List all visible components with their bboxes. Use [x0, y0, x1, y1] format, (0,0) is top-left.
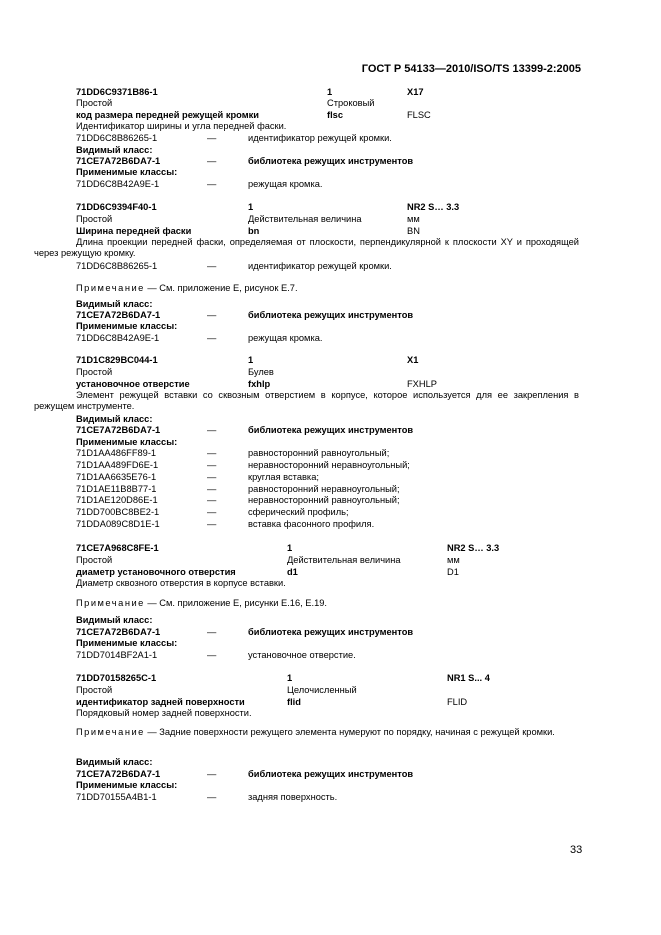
note-text: — См. приложение Е, рисунок Е.7. — [144, 283, 298, 293]
entry-name: установочное отверстие — [76, 379, 190, 389]
applicable-class-desc: неравносторонний неравноугольный; — [248, 460, 410, 470]
entry-multiplicity: 1 — [327, 87, 333, 97]
entry-name: код размера передней режущей кромки — [76, 110, 259, 120]
entry-id: 71D1C829BC044-1 — [76, 355, 158, 365]
note — [76, 283, 298, 294]
entry-multiplicity: 1 — [248, 202, 254, 212]
applicable-classes-label: Применимые классы: — [76, 321, 178, 331]
entry-datatype: Строковый — [327, 98, 375, 108]
visible-class-id: 71CE7A72B6DA7-1 — [76, 627, 161, 637]
entry-format: NR2 S… 3.3 — [447, 543, 500, 553]
entry-description: Порядковый номер задней поверхности. — [76, 708, 252, 718]
note — [34, 727, 579, 738]
entry-format: NR2 S… 3.3 — [407, 202, 460, 212]
entry-datatype: Действительная величина — [248, 214, 362, 224]
visible-class-id: 71CE7A72B6DA7-1 — [76, 425, 161, 435]
entry-description: Элемент режущей вставки со сквозным отверстием в корпусе, которое используется для ее закрепления в режущем инструменте. — [34, 390, 579, 411]
visible-class-label: Видимый класс: — [76, 757, 153, 767]
applicable-class-id: 71DD700BC8BE2-1 — [76, 507, 160, 517]
entry-datatype: Целочисленный — [287, 685, 357, 695]
note — [76, 598, 327, 609]
dash: — — [207, 484, 217, 494]
ref-desc: идентификатор режущей кромки. — [248, 261, 392, 271]
applicable-class-id: 71DD6C8B42A9E-1 — [76, 179, 160, 189]
entry-datatype: Булев — [248, 367, 274, 377]
entry-id: 71DD6C9371B86-1 — [76, 87, 158, 97]
visible-class-desc: библиотека режущих инструментов — [248, 310, 414, 320]
visible-class-desc: библиотека режущих инструментов — [248, 425, 414, 435]
note-text: — Задние поверхности режущего элемента нумеруют по порядку, начиная с режущей кромки. — [144, 727, 555, 737]
dash: — — [207, 261, 217, 271]
entry-unit: мм — [407, 214, 420, 224]
dash: — — [207, 310, 217, 320]
entry-id: 71DD70158265C-1 — [76, 673, 157, 683]
entry-symbol: flid — [287, 697, 301, 707]
page-number: 33 — [570, 844, 583, 856]
entry-symbol: flsc — [327, 110, 344, 120]
visible-class-desc: библиотека режущих инструментов — [248, 156, 414, 166]
visible-class-label: Видимый класс: — [76, 299, 153, 309]
entry-symbol: fxhlp — [248, 379, 271, 389]
entry-type: Простой — [76, 685, 113, 695]
dash: — — [207, 156, 217, 166]
ref-id: 71DD6C8B86265-1 — [76, 261, 158, 271]
note-label: Примечание — [76, 283, 145, 293]
entry-name: идентификатор задней поверхности — [76, 697, 245, 707]
applicable-class-desc: режущая кромка. — [248, 179, 323, 189]
applicable-classes-label: Применимые классы: — [76, 437, 178, 447]
applicable-class-id: 71D1AE11B8B77-1 — [76, 484, 157, 494]
entry-type: Простой — [76, 555, 113, 565]
entry-description: Длина проекции передней фаски, определяемая от плоскости, перпендикулярной к плоскости XY и проходящей через режущую кромку. — [34, 237, 579, 258]
entry-symbol: d1 — [287, 567, 298, 577]
applicable-class-id: 71D1AA486FF89-1 — [76, 448, 157, 458]
applicable-class-desc: равносторонний неравноугольный; — [248, 484, 400, 494]
entry-id: 71CE7A968C8FE-1 — [76, 543, 159, 553]
visible-class-label: Видимый класс: — [76, 615, 153, 625]
applicable-class-desc: установочное отверстие. — [248, 650, 356, 660]
applicable-class-id: 71DD6C8B42A9E-1 — [76, 333, 160, 343]
visible-class-label: Видимый класс: — [76, 145, 153, 155]
applicable-class-desc: равносторонний равноугольный; — [248, 448, 390, 458]
dash: — — [207, 519, 217, 529]
visible-class-desc: библиотека режущих инструментов — [248, 627, 414, 637]
applicable-class-id: 71D1AA6635E76-1 — [76, 472, 157, 482]
entry-name: Ширина передней фаски — [76, 226, 192, 236]
dash: — — [207, 448, 217, 458]
entry-type: Простой — [76, 367, 113, 377]
applicable-classes-label: Применимые классы: — [76, 780, 178, 790]
visible-class-id: 71CE7A72B6DA7-1 — [76, 310, 161, 320]
entry-multiplicity: 1 — [287, 673, 293, 683]
dash: — — [207, 333, 217, 343]
applicable-class-desc: сферический профиль; — [248, 507, 349, 517]
dash: — — [207, 179, 217, 189]
note-label: Примечание — [76, 598, 145, 608]
entry-description: Идентификатор ширины и угла передней фаски. — [76, 121, 287, 131]
entry-description: Диаметр сквозного отверстия в корпусе вставки. — [76, 578, 286, 588]
dash: — — [207, 792, 217, 802]
document-header: ГОСТ Р 54133—2010/ISO/TS 13399-2:2005 — [361, 63, 581, 75]
visible-class-label: Видимый класс: — [76, 414, 153, 424]
entry-type: Простой — [76, 214, 113, 224]
entry-format: NR1 S... 4 — [447, 673, 490, 683]
applicable-class-id: 71D1AE120D86E-1 — [76, 495, 158, 505]
applicable-class-id: 71D1AA489FD6E-1 — [76, 460, 159, 470]
visible-class-desc: библиотека режущих инструментов — [248, 769, 414, 779]
applicable-classes-label: Применимые классы: — [76, 167, 178, 177]
visible-class-id: 71CE7A72B6DA7-1 — [76, 769, 161, 779]
applicable-class-desc: неравносторонний равноугольный; — [248, 495, 400, 505]
dash: — — [207, 627, 217, 637]
note-label: Примечание — [76, 727, 145, 737]
entry-multiplicity: 1 — [248, 355, 254, 365]
dash: — — [207, 133, 217, 143]
dash: — — [207, 460, 217, 470]
entry-code: FXHLP — [407, 379, 437, 389]
dash: — — [207, 507, 217, 517]
ref-id: 71DD6C8B86265-1 — [76, 133, 158, 143]
entry-type: Простой — [76, 98, 113, 108]
entry-code: D1 — [447, 567, 459, 577]
entry-multiplicity: 1 — [287, 543, 293, 553]
entry-symbol: bn — [248, 226, 260, 236]
ref-desc: идентификатор режущей кромки. — [248, 133, 392, 143]
entry-format: X17 — [407, 87, 424, 97]
applicable-class-desc: задняя поверхность. — [248, 792, 338, 802]
entry-format: X1 — [407, 355, 419, 365]
applicable-class-id: 71DD70155A4B1-1 — [76, 792, 157, 802]
entry-id: 71DD6C9394F40-1 — [76, 202, 157, 212]
dash: — — [207, 769, 217, 779]
dash: — — [207, 472, 217, 482]
entry-name: диаметр установочного отверстия — [76, 567, 236, 577]
dash: — — [207, 650, 217, 660]
applicable-class-id: 71DDA089C8D1E-1 — [76, 519, 160, 529]
dash: — — [207, 425, 217, 435]
entry-code: FLSC — [407, 110, 431, 120]
entry-datatype: Действительная величина — [287, 555, 401, 565]
dash: — — [207, 495, 217, 505]
applicable-class-desc: вставка фасонного профиля. — [248, 519, 375, 529]
applicable-class-id: 71DD7014BF2A1-1 — [76, 650, 158, 660]
visible-class-id: 71CE7A72B6DA7-1 — [76, 156, 161, 166]
applicable-class-desc: режущая кромка. — [248, 333, 323, 343]
entry-unit: мм — [447, 555, 460, 565]
applicable-class-desc: круглая вставка; — [248, 472, 319, 482]
entry-code: FLID — [447, 697, 468, 707]
note-text: — См. приложение Е, рисунки Е.16, Е.19. — [144, 598, 328, 608]
entry-code: BN — [407, 226, 420, 236]
applicable-classes-label: Применимые классы: — [76, 638, 178, 648]
